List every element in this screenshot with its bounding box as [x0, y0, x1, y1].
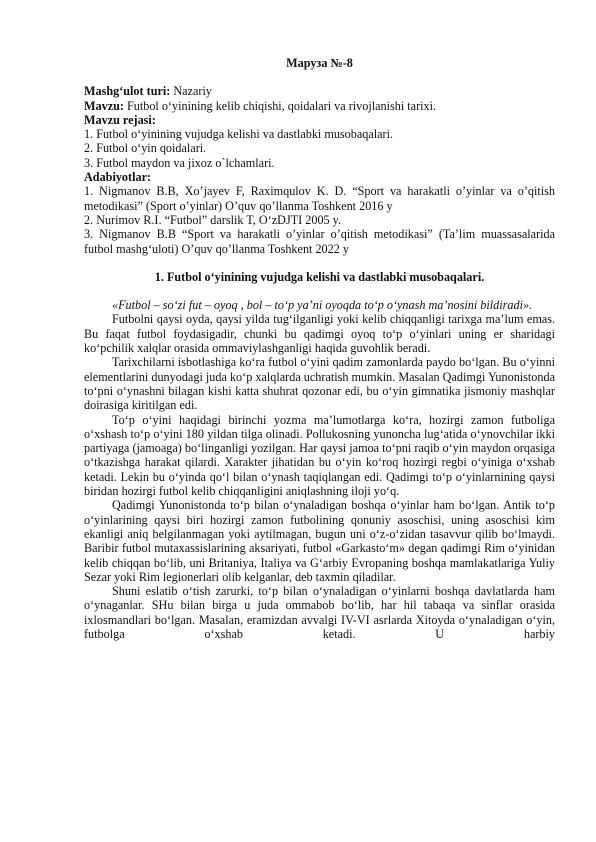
topic-label: Mavzu:	[84, 98, 124, 113]
chapter-title: 1. Futbol o‘yinining vujudga kelishi va dastlabki musobaqalari.	[154, 269, 485, 284]
reference-item: 1. Nigmanov B.B, Xo’jayev F, Raximqulov K. D. “Sport va harakatli o’yinlar va o’qitish metodikasi” (Sport o’yinlar) O’quv qo’llanma Toshkent 2016 y	[84, 184, 555, 213]
page-content	[84, 56, 555, 641]
reference-item: 3. Nigmanov B.B “Sport va harakatli o’yinlar o’qitish metodikasi” (Ta’lim muassasalarida futbol mashg‘uloti) O’quv qo’llanma Toshkent 2022 y	[84, 227, 555, 256]
topic-value: Futbol o‘yinining kelib chiqishi, qoidalari va rivojlanishi tarixi.	[123, 98, 437, 113]
plan-item: 1. Futbol o‘yinining vujudga kelishi va dastlabki musobaqalari.	[84, 127, 394, 142]
body-paragraph: Futbolni qaysi oyda, qaysi yilda tug‘ilganligi yoki kelib chiqqanligi tarixga ma’lum emas. Bu faqat futbol foydasigadir, chunki bu qadimgi oyoq to‘p o‘yinlari uning er sharidagi ko‘pchilik xalqlar orasida ommaviylashganligi haqida guvohlik beradi.	[84, 312, 555, 356]
body-paragraph: Tarixchilarni isbotlashiga ko‘ra futbol o‘yini qadim zamonlarda paydo bo‘lgan. Bu o‘yinni elementlarini dunyodagi juda ko‘p xalqlarda uchratish mumkin. Masalan Qadimgi Yunonistonda to‘pni o‘ynashni bilagan kishi katta shuhrat qozonar edi, bu o‘yin gimnatika jismoniy mashqlar doirasiga kiritilgan edi.	[84, 355, 555, 413]
topic-line	[84, 99, 555, 113]
body-paragraph: To‘p o‘yini haqidagi birinchi yozma ma’lumotlarga ko‘ra, hozirgi zamon futboliga o‘xshash to‘p o‘yini 180 yildan tilga olinadi. Pollukosning yunoncha lug‘atida o‘ynovchilar ikki partiyaga (jamoaga) bo‘linganligi yozilgan. Har qaysi jamoa to‘pni raqib o‘yin maydon orqasiga o‘tkazishga harakat qilardi. Xarakter jihatidan bu o‘yin ko‘roq hozirgi regbi o‘yiniga o‘xshab ketadi. Lekin bu o‘yinda qo‘l bilan o‘ynash taqiqlangan edi. Qadimgi to‘p o‘yinlarnining qaysi biridan hozirgi futbol kelib chiqqanligini aniqlashning iloji yo‘q.	[84, 412, 555, 499]
lesson-type-value: Nazariy	[170, 84, 212, 99]
lesson-type-label: Mashg‘ulot turi:	[84, 84, 171, 99]
body-paragraph: Qadimgi Yunonistonda to‘p bilan o‘ynaladigan boshqa o‘yinlar ham bo‘lgan. Antik to‘p o‘yinlarining qaysi biri hozirgi zamon futbolining qonuniy asoschisi, uning asoschisi kim ekanligi aniq belgilanmagan yoki aytilmagan, bugun uni o‘z-o‘zidan tasavvur qilib bo‘lmaydi. Baribir futbol mutaxassislarining aksariyati, futbol «Garkasto‘m» degan qadimgi Rim o‘yinidan kelib chiqqan bo‘lib, uni Britaniya, Italiya va G‘arbiy Evropaning boshqa mamlakatlariga Yuliy Sezar yoki Rim legionerlari olib kelganlar, deb taxmin qiladilar.	[84, 498, 555, 584]
body-paragraph: Shuni eslatib o‘tish zarurki, to‘p bilan o‘ynaladigan o‘yinlarni boshqa davlatlarda ham o‘ynaganlar. SHu bilan birga u juda ommabob bo‘lib, har hil tabaqa va sinflar orasida ixlosmandlari bo‘lgan. Masalan, eramizdan avvalgi IV-VI asrlarda Xitoyda o‘ynaladigan o‘yin, futbolga o‘xshab ketadi. U harbiy	[84, 584, 555, 641]
lecture-title: Маруза №-8	[286, 56, 353, 70]
references-heading: Adabiyotlar:	[84, 170, 152, 185]
plan-item: 3. Futbol maydon va jixoz o`lchamlari.	[84, 155, 275, 170]
plan-heading: Mavzu rejasi:	[84, 112, 156, 127]
lesson-type-line	[84, 84, 555, 98]
epigraph-paragraph: «Futbol – so‘zi fut – oyoq , bol – to‘p ya’ni oyoqda to‘p o‘ynash ma’nosini bildiradi».	[112, 298, 533, 313]
reference-item: 2. Nurimov R.I. “Futbol” darslik T, O‘zDJTI 2005 y.	[84, 212, 342, 227]
plan-item: 2. Futbol o‘yin qoidalari.	[84, 141, 207, 156]
